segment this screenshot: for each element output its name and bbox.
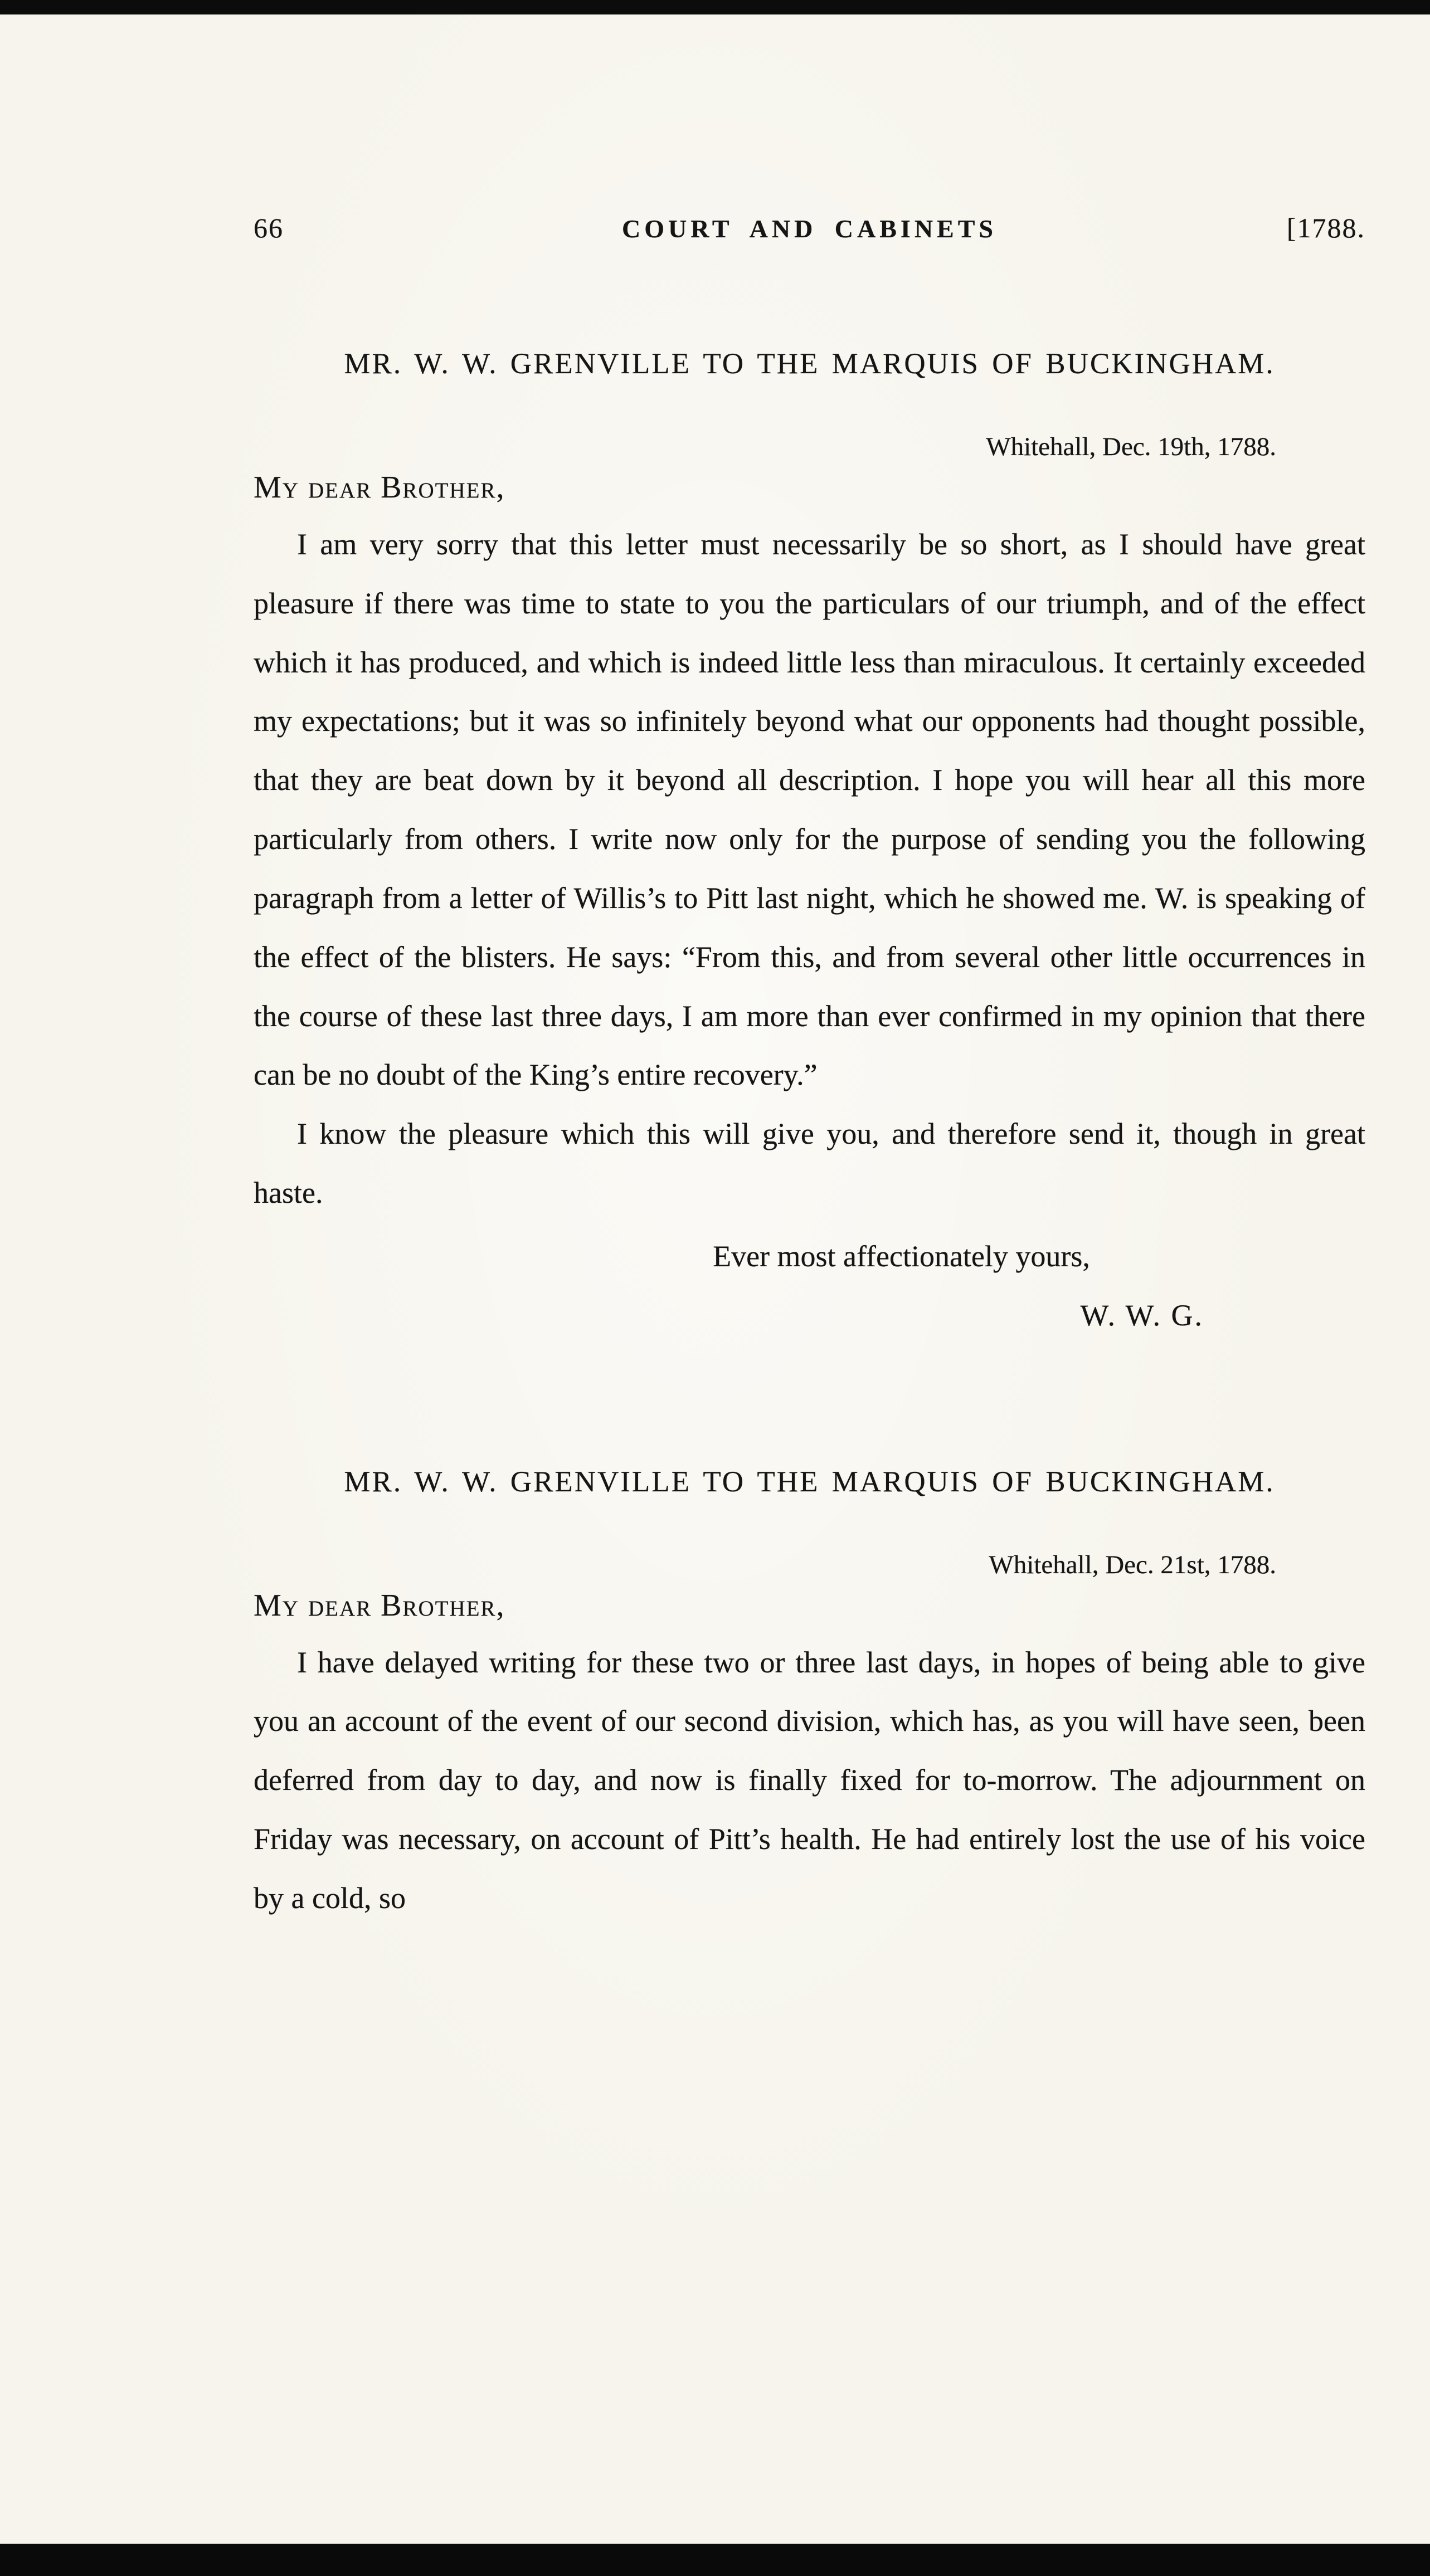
book-page — [254, 0, 1365, 1928]
running-title: COURT AND CABINETS — [622, 214, 997, 243]
letter-paragraph: I am very sorry that this letter must necessarily be so short, as I should have great pleasure if there was time to state to you the particulars of our triumph, and of the effect which it has produced, and which is indeed little less than miraculous. It certainly exceeded my expectations; but it was so infinitely beyond what our opponents had thought possible, that they are beat down by it beyond all description. I hope you will hear all this more particularly from others. I write now only for the purpose of sending you the following paragraph from a letter of Willis’s to Pitt last night, which he showed me. W. is speaking of the effect of the blisters. He says: “From this, and from several other little occurrences in the course of these last three days, I am more than ever confirmed in my opinion that there can be no doubt of the King’s entire recovery.” — [254, 528, 1365, 1092]
letter-heading: MR. W. W. GRENVILLE TO THE MARQUIS OF BUCKINGHAM. — [344, 348, 1275, 380]
letter-dec-19 — [254, 347, 1365, 1345]
letter-paragraph: I have delayed writing for these two or three last days, in hopes of being able to give you an account of the event of our second division, which has, as you will have seen, been deferred from day to day, and now is finally fixed for to-morrow. The adjournment on Friday was necessary, on account of Pitt’s health. He had entirely lost the use of his voice by a cold, so — [254, 1645, 1365, 1915]
letter-valediction: Ever most affectionately yours, — [713, 1239, 1090, 1273]
running-header — [254, 212, 1365, 244]
letter-dateline: Whitehall, Dec. 21st, 1788. — [989, 1550, 1276, 1579]
scan-edge-bottom — [0, 2544, 1430, 2576]
letter-salutation: My dear Brother, — [254, 1588, 505, 1623]
year-marker: [1788. — [1286, 212, 1365, 243]
letter-salutation: My dear Brother, — [254, 470, 505, 505]
letter-paragraph: I know the pleasure which this will give you, and therefore send it, though in great haste. — [254, 1117, 1365, 1210]
letter-dateline: Whitehall, Dec. 19th, 1788. — [986, 432, 1276, 461]
letter-heading: MR. W. W. GRENVILLE TO THE MARQUIS OF BUCKINGHAM. — [344, 1465, 1275, 1498]
letter-signature: W. W. G. — [1080, 1298, 1204, 1332]
letter-dec-21 — [254, 1465, 1365, 1928]
page-number: 66 — [254, 212, 284, 243]
